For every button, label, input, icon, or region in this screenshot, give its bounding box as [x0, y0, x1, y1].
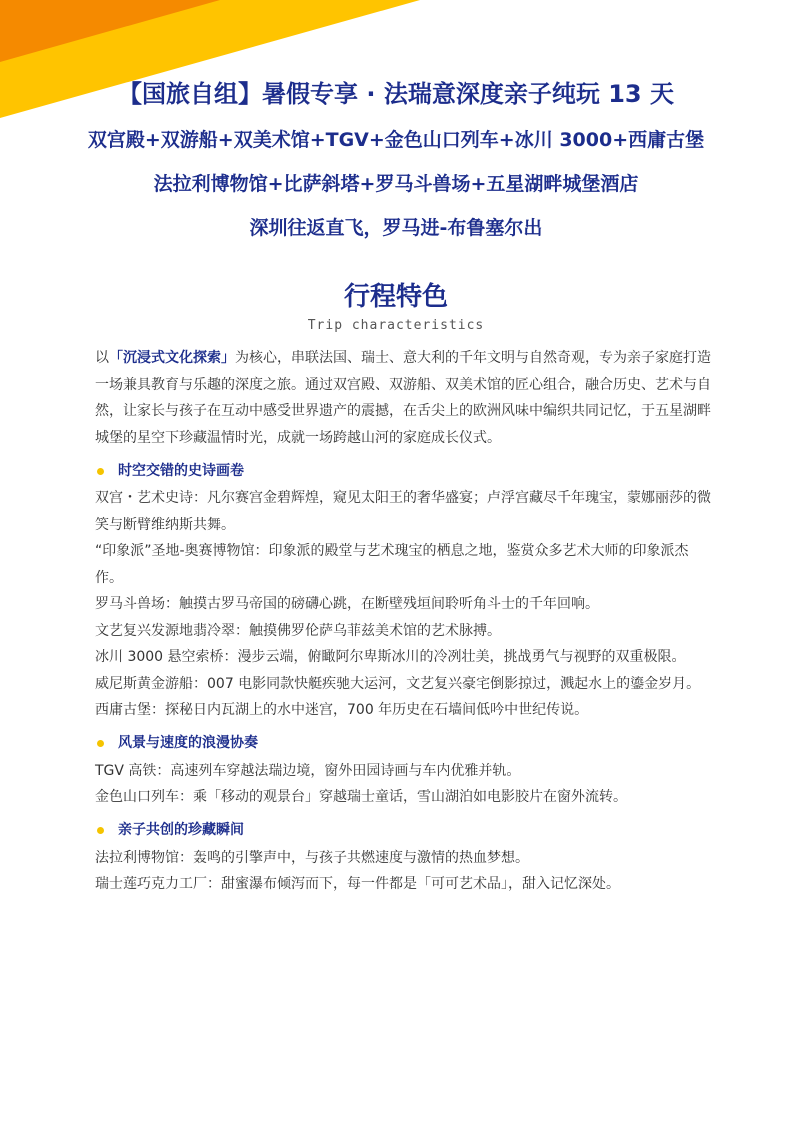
group-heading-label: 风景与速度的浪漫协奏	[118, 735, 258, 752]
bullet-dot-icon	[97, 827, 104, 834]
list-item: 文艺复兴发源地翡冷翠：触摸佛罗伦萨乌菲兹美术馆的艺术脉搏。	[95, 622, 501, 639]
list-item: 金色山口列车：乘「移动的观景台」穿越瑞士童话，雪山湖泊如电影胶片在窗外流转。	[95, 789, 627, 805]
list-item: 西庸古堡：探秘日内瓦湖上的水中迷宫，700 年历史在石墙间低吟中世纪传说。	[95, 702, 589, 718]
intro-paragraph	[95, 345, 715, 451]
list-item: 冰川 3000 悬空索桥：漫步云端，俯瞰阿尔卑斯冰川的冷冽壮美，挑战勇气与视野的双重极限。	[95, 649, 686, 665]
group-heading-label: 亲子共创的珍藏瞬间	[118, 822, 244, 839]
page-title: 【国旅自组】暑假专享 · 法瑞意深度亲子纯玩 13 天	[118, 80, 674, 108]
header	[0, 70, 792, 250]
list-item: 双宫・艺术史诗：凡尔赛宫金碧辉煌，窥见太阳王的奢华盛宴；卢浮宫藏尽千年瑰宝，蒙娜丽莎的微笑与断臂维纳斯共舞。	[95, 490, 711, 533]
list-item: “印象派”圣地-奥赛博物馆：印象派的殿堂与艺术瑰宝的栖息之地，鉴赏众多艺术大师的印象派杰作。	[95, 543, 689, 586]
group-heading	[95, 730, 715, 758]
list-item: 罗马斗兽场：触摸古罗马帝国的磅礴心跳，在断壁残垣间聆听角斗士的千年回响。	[95, 596, 599, 612]
list-item: TGV 高铁：高速列车穿越法瑞边境，窗外田园诗画与车内优雅并轨。	[95, 762, 521, 779]
group-heading-label: 时空交错的史诗画卷	[118, 462, 244, 479]
intro-prefix: 以	[95, 350, 109, 366]
section-subtitle: Trip characteristics	[307, 318, 485, 333]
title-line-3: 法拉利博物馆+比萨斜塔+罗马斗兽场+五星湖畔城堡酒店	[153, 173, 639, 195]
section-title: 行程特色	[343, 282, 448, 312]
list-item: 瑞士莲巧克力工厂：甜蜜瀑布倾泻而下，每一件都是「可可艺术品」，甜入记忆深处。	[95, 876, 620, 892]
bullet-dot-icon	[97, 468, 104, 475]
group-heading	[95, 457, 715, 485]
bullet-dot-icon	[97, 740, 104, 747]
intro-highlight: 「沉浸式文化探索」	[109, 350, 235, 366]
list-item: 法拉利博物馆：轰鸣的引擎声中，与孩子共燃速度与激情的热血梦想。	[95, 849, 529, 866]
intro-text: 为核心，串联法国、瑞士、意大利的千年文明与自然奇观，专为亲子家庭打造一场兼具教育与乐趣的深度之旅。通过双宫殿、双游船、双美术馆的匠心组合，融合历史、艺术与自然，让家长与孩子在互动中感受世界遗产的震撼，在舌尖上的欧洲风味中编织共同记忆，于五星湖畔城堡的星空下珍藏温情时光，成就一场跨越山河的家庭成长仪式。	[95, 350, 711, 446]
group-heading	[95, 817, 715, 845]
title-line-2: 双宫殿+双游船+双美术馆+TGV+金色山口列车+冰川 3000+西庸古堡	[87, 129, 705, 151]
content	[95, 345, 715, 898]
title-line-4: 深圳往返直飞，罗马进-布鲁塞尔出	[249, 217, 543, 239]
list-item: 威尼斯黄金游船：007 电影同款快艇疾驰大运河，文艺复兴豪宅倒影掠过，溅起水上的鎏金岁月。	[95, 675, 701, 692]
